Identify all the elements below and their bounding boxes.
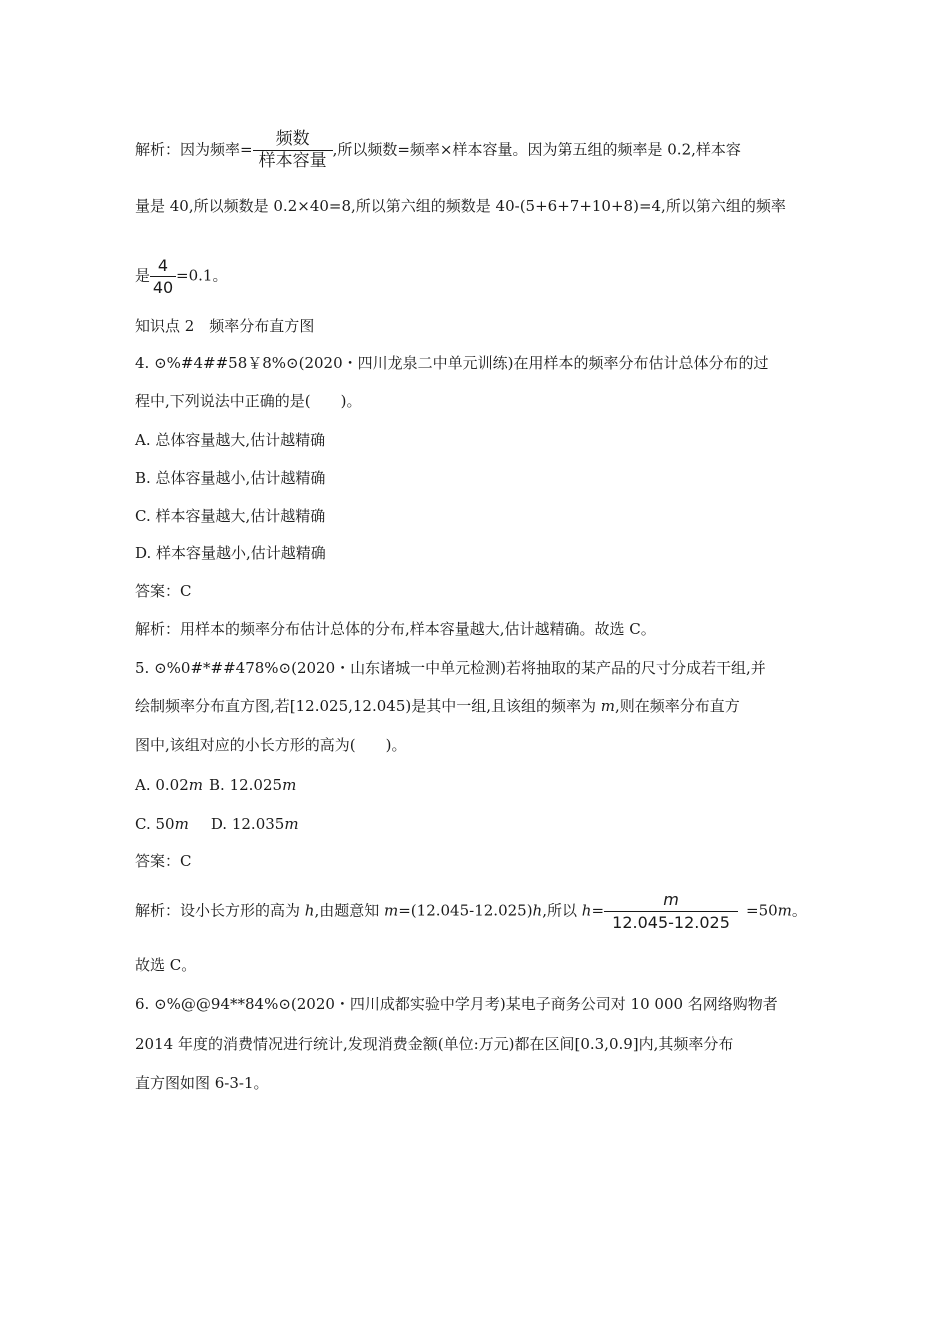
q4-stem-line-2: 程中,下列说法中正确的是( )。 [135,392,362,410]
var-m: m [188,776,204,794]
q6-stem-line-1: 6. ⊙%@@94**84%⊙(2020・四川成都实验中学月考)某电子商务公司对 10 000 名网络购物者 [135,995,778,1013]
var-m: m [174,815,189,833]
q3-analysis-line-1 [135,130,741,171]
var-h: h [581,901,592,920]
fraction-numerator: m [663,890,679,909]
q5-analysis [135,890,807,933]
fraction-denominator: 12.045-12.025 [604,911,738,933]
q3-analysis-text: =0.1。 [176,266,228,285]
q6-stem-line-2: 2014 年度的消费情况进行统计,发现消费金额(单位:万元)都在区间[0.3,0.9]内,其频率分布 [135,1035,734,1053]
fraction-numerator: 频数 [275,129,310,149]
q5-options-ab [135,775,296,795]
q5-answer: 答案：C [135,852,192,870]
q5-text: 绘制频率分布直方图,若[12.025,12.045)是其中一组,且该组的频率为 [135,697,601,715]
q4-option-c: C. 样本容量越大,估计越精确 [135,507,326,525]
q5-text: ,则在频率分布直方 [614,697,740,715]
fraction-m-over-difference [604,890,738,933]
fraction-4-over-40 [150,256,176,297]
q5-analysis-text: ,由题意知 [314,901,384,920]
var-m: m [600,697,615,715]
var-m: m [384,901,399,920]
q5-conclusion: 故选 C。 [135,956,197,974]
q5-analysis-text: = [591,901,605,920]
q5-analysis-text: 解析：设小长方形的高为 [135,901,305,920]
q5-option-b: B. 12.025 [209,776,283,794]
q3-analysis-text: 是 [135,266,151,285]
q3-analysis-text: ,所以频数=频率×样本容量。因为第五组的频率是 0.2,样本容 [332,140,741,159]
q5-stem-line-1: 5. ⊙%0#*##478%⊙(2020・山东诸城一中单元检测)若将抽取的某产品的尺寸分成若干组,并 [135,659,766,677]
q3-analysis-line-2: 量是 40,所以频数是 0.2×40=8,所以第六组的频数是 40-(5+6+7+10+8)=4,所以第六组的频率 [135,197,786,215]
q3-analysis-text: 解析：因为频率= [135,140,253,159]
q5-option-d: D. 12.035 [210,815,285,833]
q5-analysis-text: =(12.045-12.025) [398,901,533,920]
fraction-denominator: 样本容量 [253,150,333,171]
section-title: 知识点 2 频率分布直方图 [135,317,315,335]
var-m: m [284,815,299,833]
q5-analysis-text: ,所以 [542,901,582,920]
q4-option-b: B. 总体容量越小,估计越精确 [135,469,326,487]
q5-analysis-text: =50 [746,901,778,920]
fraction-denominator: 40 [150,276,176,297]
q4-option-a: A. 总体容量越大,估计越精确 [135,431,326,449]
var-h: h [304,901,315,920]
var-m: m [777,901,792,920]
q4-option-d: D. 样本容量越小,估计越精确 [135,544,326,562]
q3-analysis-line-3 [135,256,227,297]
q4-analysis: 解析：用样本的频率分布估计总体的分布,样本容量越大,估计越精确。故选 C。 [135,620,656,638]
q5-analysis-text: 。 [791,901,807,920]
q5-stem-line-3: 图中,该组对应的小长方形的高为( )。 [135,736,407,754]
var-h: h [532,901,543,920]
q5-options-cd [135,814,299,834]
q4-stem-line-1: 4. ⊙%#4##58￥8%⊙(2020・四川龙泉二中单元训练)在用样本的频率分布估计总体分布的过 [135,354,769,372]
q5-stem-line-2 [135,696,740,716]
fraction-numerator: 4 [157,256,169,275]
q4-answer: 答案：C [135,582,192,600]
fraction-freq-over-sample [253,130,333,171]
var-m: m [282,776,297,794]
q6-stem-line-3: 直方图如图 6-3-1。 [135,1074,269,1092]
q5-option-a: A. 0.02 [135,776,189,794]
q5-option-c: C. 50 [135,815,175,833]
